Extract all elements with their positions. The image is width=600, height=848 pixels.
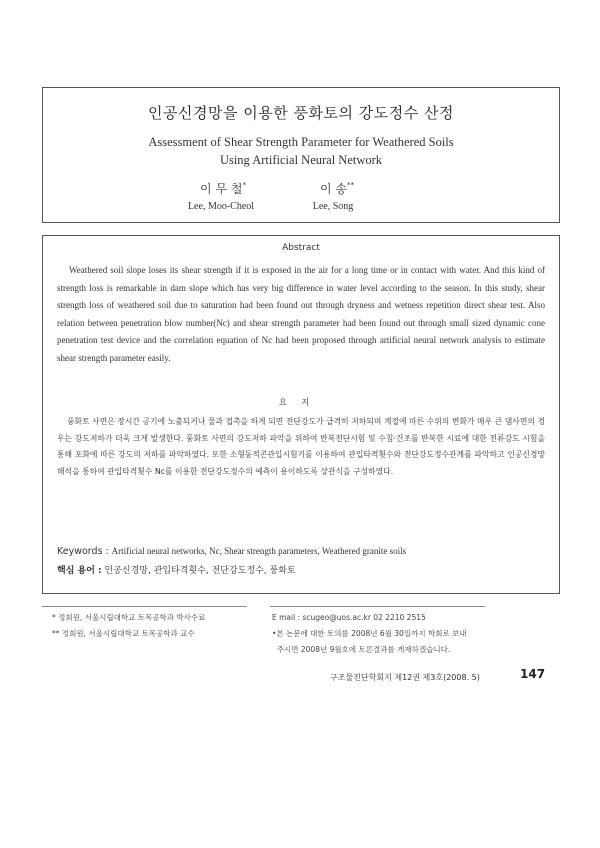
author-2-english: Lee, Song [312, 201, 354, 212]
keywords-korean [57, 563, 549, 576]
keywords-label: Keywords : [57, 546, 109, 557]
author-2-korean: 이 송** [320, 181, 354, 196]
footnotes-right [272, 610, 487, 658]
abstract-heading: Abstract [282, 243, 320, 253]
footnote-discussion-2: 주시면 2008년 9월호에 토론결과를 게재하겠습니다. [272, 645, 451, 654]
keywords-english [57, 546, 549, 557]
title-box [42, 87, 560, 223]
footnote-author-2: ** 정회원, 서울시립대학교 토목공학과 교수 [52, 629, 195, 638]
keywords-text: Artificial neural networks, Nc, Shear strength parameters, Weathered granite soils [111, 546, 407, 556]
korean-abstract-heading: 요지 [278, 398, 324, 408]
abstract-box [42, 235, 560, 594]
korean-abstract-body: 풍화토 사면은 장시간 공기에 노출되거나 물과 접촉을 하게 되면 전단강도가 급격히 저하되며 계절에 따른 수위의 변화가 매우 큰 댐사면의 경우는 강도저하가 더욱 크게 발생한다. 풍화토 사면의 강도저하 파악을 위하여 반복전단시험 및 수침·건조를 반복한 시료에 대한 전류강도 시험을 통해 포화에 따른 강도의 저하를 파악하였다. 또한 소형동적콘관입시험기를 이용하여 관입타격횟수와 전단강도정수관계를 파악하고 인공신경망 해석을 통하여 관입타격횟수 Nc를 이용한 전단강도정수의 예측이 용이하도록 상관식을 구성하였다. [57, 417, 545, 476]
english-title-line-1: Assessment of Shear Strength Parameter for Weathered Soils [148, 135, 454, 149]
footnote-discussion-1: •본 논문에 대한 토의를 2008년 6월 30일까지 학회로 보내 [272, 629, 467, 638]
english-title [43, 133, 559, 169]
english-title-line-2: Using Artificial Neural Network [219, 153, 383, 167]
footnote-author-1: * 정회원, 서울시립대학교 토목공학과 박사수료 [52, 613, 206, 622]
korean-keywords-label: 핵심 용어 : [57, 566, 102, 576]
footnotes-left [52, 610, 262, 642]
abstract-body: Weathered soil slope loses its shear strength if it is exposed in the air for a long time or in contact with water. And this kind of strength loss is remarkable in dam slope which has very big difference in water level according to the season. In this study, shear strength loss of weathered soil due to saturation had been found out through dryness and wetness repetition direct shear test. Also relation between penetration blow number(Nc) and shear strength parameter had been found out through small sized dynamic cone penetration test device and the correlation equation of Nc had been proposed through artificial neural network analysis to estimate shear strength parameter easily. [57, 265, 545, 363]
footnote-divider-right [270, 606, 485, 607]
footnote-email: E mail : scugeo@uos.ac.kr 02 2210 2515 [272, 613, 426, 622]
korean-title: 인공신경망을 이용한 풍화토의 강도정수 산정 [148, 104, 454, 122]
journal-citation: 구조물진단학회지 제12권 제3호(2008. 5) [330, 673, 480, 682]
korean-keywords-text: 인공신경망, 관입타격횟수, 전단강도정수, 풍화토 [104, 566, 296, 576]
page-number: 147 [520, 667, 546, 681]
author-1-english: Lee, Moo-Cheol [187, 201, 255, 212]
footnote-divider-left [42, 606, 247, 607]
author-1-korean: 이 무 철* [200, 181, 246, 196]
